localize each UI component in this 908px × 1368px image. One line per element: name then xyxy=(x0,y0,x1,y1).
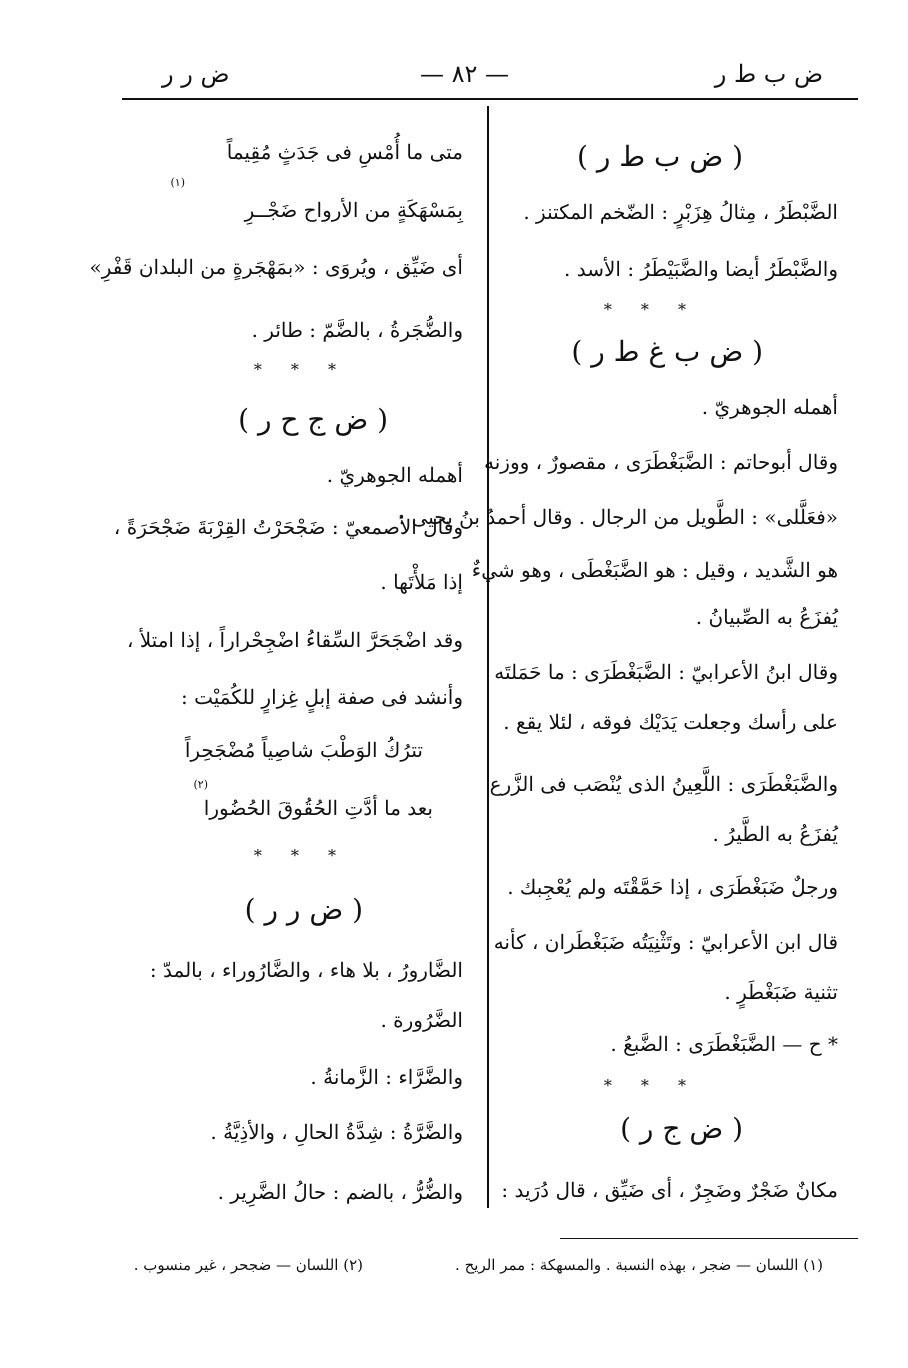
entry-line: والضَّبْطَرُ أيضا والضَّبَيْطَرُ : الأسد . xyxy=(564,257,838,281)
verse-line: متى ما أُمْسِ فى جَدَثٍ مُقِيماً xyxy=(226,140,463,164)
entry-line: وقال ابنُ الأعرابيّ : الضَّبَغْطَرَى : ما حَمَلتَه xyxy=(494,660,838,684)
entry-heading: ( ض ب ط ر ) xyxy=(577,140,743,173)
entry-line: قال ابن الأعرابيّ : وتَثْنِيَتُه ضَبَغْطَران ، كأنه xyxy=(493,930,838,954)
entry-line: على رأسك وجعلت يَدَيْك فوقه ، لئلا يقع . xyxy=(503,710,838,734)
entry-line: يُفزَعُ به الصِّبيانُ . xyxy=(695,605,838,629)
header-right-root: ض ب ط ر xyxy=(714,60,823,88)
entry-line: والضَّرَّاء : الزَّمانةُ . xyxy=(310,1065,463,1089)
entry-line: وقال الأصمعيّ : ضَجْحَرْتُ القِرْبَةَ ضَجْحَرَةً ، xyxy=(113,515,463,539)
verse-line: بعد ما أدَّتِ الحُقُوقَ الحُضُورا xyxy=(203,796,433,820)
entry-line: الضَّبْطَرُ ، مِثالُ هِزَبْرٍ : الضّخم المكتنز . xyxy=(523,200,838,224)
section-divider-stars: * * * xyxy=(253,360,348,379)
entry-heading: ( ض ر ر ) xyxy=(244,893,363,926)
entry-line: ورجلٌ ضَبَغْطَرَى ، إذا حَمَّقْتَه ولم يُعْجِبك . xyxy=(507,875,838,899)
entry-line: يُفزَعُ به الطَّيرُ . xyxy=(712,822,838,846)
section-divider-stars: * * * xyxy=(603,1076,698,1095)
entry-line: وأنشد فى صفة إبلٍ غِزارٍ للكُمَيْت : xyxy=(180,685,463,709)
entry-line: الضَّرُورة . xyxy=(380,1008,463,1032)
entry-line: وقد اضْجَحَرَّ السِّقاءُ اضْجِحْراراً ، إذا امتلأ ، xyxy=(126,628,463,652)
page-number: — ٨٢ — xyxy=(420,60,510,88)
footnote-marker: (٢) xyxy=(193,778,208,791)
entry-line: * ح — الضَّبَغْطَرَى : الضَّبعُ . xyxy=(610,1032,838,1056)
entry-line: والضُّجَرةُ ، بالضَّمّ : طائر . xyxy=(251,318,463,342)
section-divider-stars: * * * xyxy=(253,846,348,865)
entry-line: والضُّرُّ ، بالضم : حالُ الضَّرِير . xyxy=(217,1180,463,1204)
entry-line: والضَّرَّةُ : شِدَّةُ الحالِ ، والأذِيَّةُ . xyxy=(210,1120,463,1144)
header-left-root: ض ر ر xyxy=(162,60,230,88)
entry-line: «فعَلَّلى» : الطَّويل من الرجال . وقال أحمدُ بنُ يحيى : xyxy=(398,505,838,529)
entry-line: أهمله الجوهريّ . xyxy=(326,463,463,487)
entry-line: الضَّارورُ ، بلا هاء ، والضَّارُوراء ، بالمدّ : xyxy=(149,958,463,982)
entry-line: وقال أبوحاتم : الضَّبَغْطَرَى ، مقصورٌ ، ووزنه xyxy=(484,450,838,474)
footnote-rule xyxy=(560,1238,858,1239)
footnote-2: (٢) اللسان — ضجحر ، غير منسوب . xyxy=(133,1256,363,1274)
left-column xyxy=(89,0,463,1368)
entry-line: مكانٌ ضَجْرٌ وضَجِرٌ ، أى ضَيِّق ، قال دُرَيد : xyxy=(501,1178,838,1202)
entry-line: هو الشَّديد ، وقيل : هو الضَّبَغْطَى ، وهو شيءٌ xyxy=(471,558,838,582)
verse-line: بِمَسْهَكَةٍ من الأرواح ضَجْــرِ xyxy=(244,198,463,222)
entry-line: تثنية ضَبَغْطَرٍ . xyxy=(724,980,838,1004)
entry-line: أى ضَيِّق ، ويُروَى : «بمَهْجَرةٍ من البلدان قَفْرِ» xyxy=(89,255,463,279)
verse-line: تترُكُ الوَطْبَ شاصِياً مُضْجَحِراً xyxy=(184,738,423,762)
entry-heading: ( ض ب غ ط ر ) xyxy=(571,335,763,368)
entry-line: أهمله الجوهريّ . xyxy=(701,395,838,419)
entry-line: إذا مَلأْتَها . xyxy=(380,570,463,594)
footnote-1: (١) اللسان — ضجر ، بهذه النسبة . والمسهكة : ممر الريح . xyxy=(455,1256,823,1274)
entry-heading: ( ض ج ر ) xyxy=(620,1112,743,1145)
section-divider-stars: * * * xyxy=(603,300,698,319)
footnote-marker: (١) xyxy=(170,176,185,189)
entry-heading: ( ض ج ح ر ) xyxy=(238,403,388,436)
entry-line: والضَّبَغْطَرَى : اللَّعِينُ الذى يُنْصَب فى الزَّرع xyxy=(489,772,838,796)
